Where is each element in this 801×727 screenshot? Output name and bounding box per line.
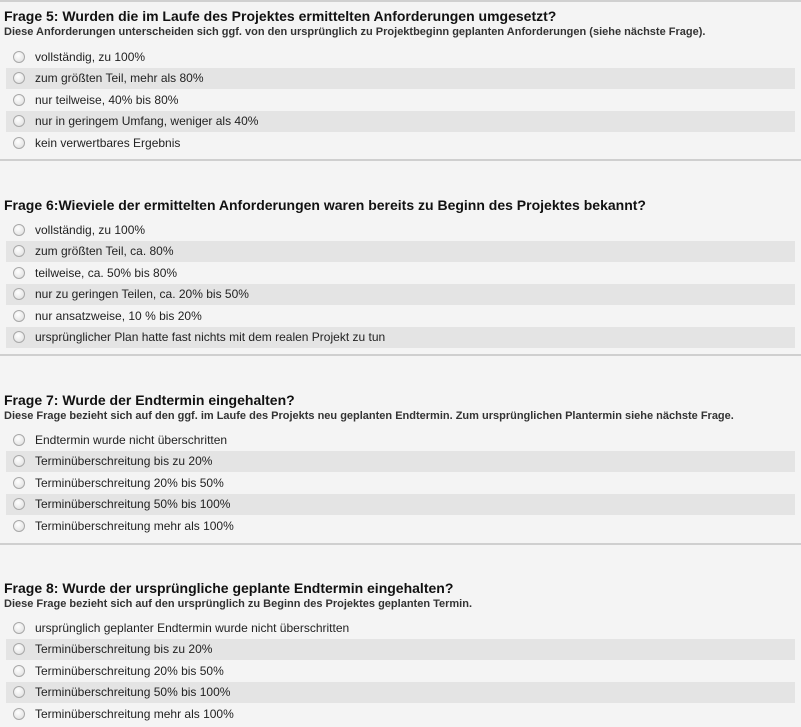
radio-option[interactable] [6,89,795,111]
radio-button[interactable] [13,434,25,446]
option-list [6,429,795,537]
option-label: kein verwertbares Ergebnis [35,135,181,150]
question-5 [0,8,801,154]
radio-button[interactable] [13,94,25,106]
radio-option[interactable] [6,241,795,263]
radio-option[interactable] [6,660,795,682]
option-label: nur teilweise, 40% bis 80% [35,92,179,107]
option-list [6,617,795,725]
radio-option[interactable] [6,219,795,241]
radio-option[interactable] [6,703,795,725]
radio-option[interactable] [6,515,795,537]
radio-button[interactable] [13,267,25,279]
radio-option[interactable] [6,132,795,154]
option-label: ursprünglich geplanter Endtermin wurde nicht überschritten [35,620,350,635]
option-label: nur in geringem Umfang, weniger als 40% [35,114,259,129]
option-label: nur ansatzweise, 10 % bis 20% [35,308,202,323]
option-label: ursprünglicher Plan hatte fast nichts mit dem realen Projekt zu tun [35,330,386,345]
question-7 [0,392,801,537]
option-label: nur zu geringen Teilen, ca. 20% bis 50% [35,287,249,302]
radio-option[interactable] [6,111,795,133]
radio-button[interactable] [13,455,25,467]
radio-button[interactable] [13,72,25,84]
divider [0,159,801,161]
radio-option[interactable] [6,682,795,704]
radio-button[interactable] [13,137,25,149]
option-label: Terminüberschreitung 20% bis 50% [35,475,224,490]
option-label: Terminüberschreitung 20% bis 50% [35,663,224,678]
radio-option[interactable] [6,429,795,451]
option-list [6,46,795,154]
radio-button[interactable] [13,686,25,698]
radio-button[interactable] [13,622,25,634]
radio-button[interactable] [13,245,25,257]
option-label: Terminüberschreitung mehr als 100% [35,518,234,533]
radio-button[interactable] [13,643,25,655]
radio-button[interactable] [13,224,25,236]
radio-button[interactable] [13,665,25,677]
divider [0,354,801,356]
option-label: zum größten Teil, mehr als 80% [35,71,204,86]
radio-option[interactable] [6,284,795,306]
radio-button[interactable] [13,477,25,489]
radio-button[interactable] [13,288,25,300]
radio-button[interactable] [13,310,25,322]
radio-button[interactable] [13,498,25,510]
radio-button[interactable] [13,331,25,343]
option-label: teilweise, ca. 50% bis 80% [35,265,178,280]
question-8 [0,580,801,725]
radio-button[interactable] [13,115,25,127]
option-label: vollständig, zu 100% [35,49,146,64]
question-title: Frage 6:Wieviele der ermittelten Anforderungen waren bereits zu Beginn des Projektes bekannt? [4,197,646,213]
radio-option[interactable] [6,68,795,90]
option-label: zum größten Teil, ca. 80% [35,244,174,259]
radio-button[interactable] [13,708,25,720]
question-subtitle: Diese Frage bezieht sich auf den ggf. im Laufe des Projekts neu geplanten Endtermin. Zum ursprünglichen Plantermin siehe nächste Frage. [4,410,734,422]
option-label: Terminüberschreitung bis zu 20% [35,454,213,469]
question-subtitle: Diese Frage bezieht sich auf den ursprünglich zu Beginn des Projektes geplanten Termin. [4,598,473,610]
radio-button[interactable] [13,51,25,63]
question-title: Frage 8: Wurde der ursprüngliche geplante Endtermin eingehalten? [4,580,454,596]
divider [0,543,801,545]
question-title: Frage 7: Wurde der Endtermin eingehalten? [4,392,295,408]
option-label: Terminüberschreitung 50% bis 100% [35,497,231,512]
radio-option[interactable] [6,639,795,661]
radio-option[interactable] [6,262,795,284]
option-list [6,219,795,348]
radio-option[interactable] [6,451,795,473]
radio-button[interactable] [13,520,25,532]
radio-option[interactable] [6,46,795,68]
question-title: Frage 5: Wurden die im Laufe des Projektes ermittelten Anforderungen umgesetzt? [4,8,557,24]
question-subtitle: Diese Anforderungen unterscheiden sich ggf. von den ursprünglich zu Projektbeginn geplanten Anforderungen (siehe nächste Frage). [4,26,706,38]
option-label: Terminüberschreitung 50% bis 100% [35,685,231,700]
radio-option[interactable] [6,494,795,516]
option-label: vollständig, zu 100% [35,222,146,237]
radio-option[interactable] [6,305,795,327]
radio-option[interactable] [6,617,795,639]
option-label: Terminüberschreitung bis zu 20% [35,642,213,657]
radio-option[interactable] [6,327,795,349]
option-label: Terminüberschreitung mehr als 100% [35,706,234,721]
radio-option[interactable] [6,472,795,494]
option-label: Endtermin wurde nicht überschritten [35,432,228,447]
question-6 [0,197,801,348]
